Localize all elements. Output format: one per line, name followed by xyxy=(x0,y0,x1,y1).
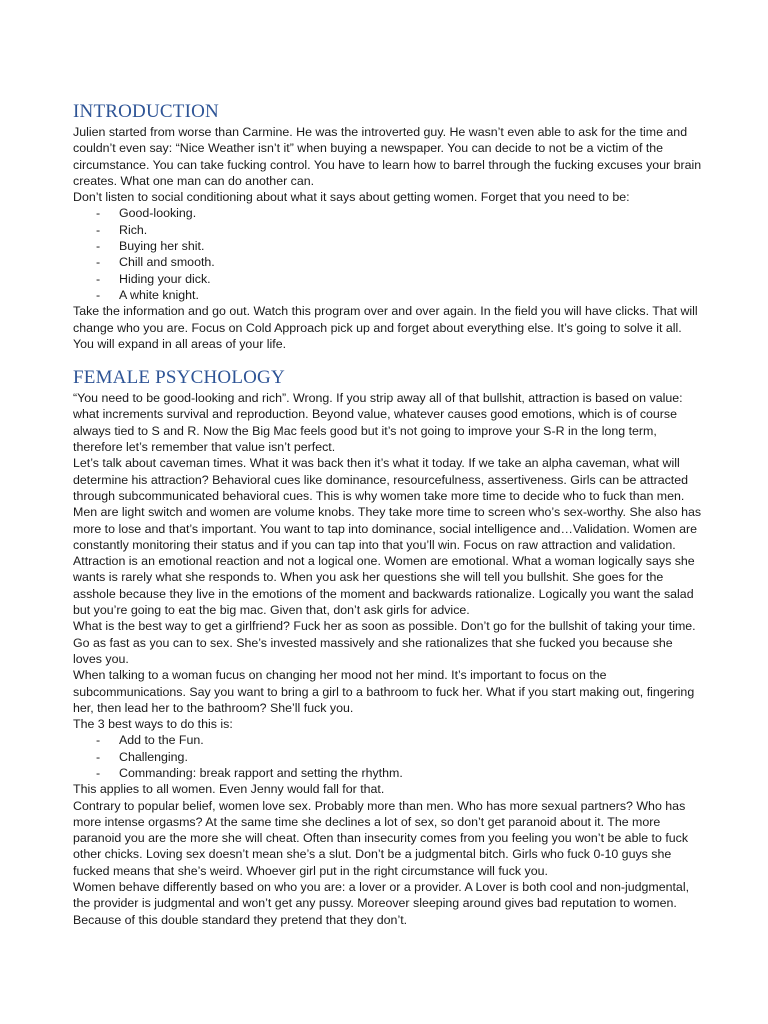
intro-paragraph-1: Julien started from worse than Carmine. He was the introverted guy. He wasn’t even able to ask for the time and couldn’t even say: “Nice Weather isn’t it” when buying a newspaper. You can decide to not be a victim of the circumstance. You can take fucking control. You have to learn how to barrel through the fucking excuses your brain creates. What one man can do another can. xyxy=(73,125,702,188)
list-item xyxy=(73,254,703,270)
female-paragraph-5: When talking to a woman fucus on changing her mood not her mind. It’s important to focus on the subcommunications. Say you want to bring a girl to a bathroom to fuck her. What if you start making out, fingering her, then lead her to the bathroom? She’ll fuck you. xyxy=(73,668,695,715)
list-dash: - xyxy=(96,255,101,270)
female-paragraph-1: “You need to be good-looking and rich”. Wrong. If you strip away all of that bullshit, attraction is based on value: what increments survival and reproduction. Beyond value, whatever causes good emotions, which is of course always tied to S and R. Now the Big Mac feels good but it’s not going to improve your S-R in the long term, therefore let’s remember that value isn’t perfect. xyxy=(73,391,683,455)
list-item xyxy=(73,271,703,287)
intro-paragraph-2: Don’t listen to social conditioning about what it says about getting women. Forget that you need to be: xyxy=(73,190,630,205)
list-item-text: A white knight. xyxy=(119,287,199,302)
list-dash: - xyxy=(96,749,101,764)
list-item xyxy=(73,732,703,748)
list-item xyxy=(73,205,703,221)
female-paragraph-7: This applies to all women. Even Jenny would fall for that. xyxy=(73,782,385,797)
list-dash: - xyxy=(96,287,101,302)
list-dash: - xyxy=(96,271,101,286)
list-item-text: Hiding your dick. xyxy=(119,271,211,286)
female-paragraph-3: Attraction is an emotional reaction and not a logical one. Women are emotional. What a woman logically says she wants is rarely what she responds to. When you ask her questions she will tell you bullshit. She goes for the asshole because they live in the emotions of the moment and backwards rationalize. Logically you want the salad but you’re going to eat the big mac. Given that, don’t ask girls for advice. xyxy=(73,554,695,618)
list-item xyxy=(73,238,703,254)
female-paragraph-4: What is the best way to get a girlfriend? Fuck her as soon as possible. Don’t go for the bullshit of taking your time. Go as fast as you can to sex. She’s invested massively and she rationalizes that she fucked you because she loves you. xyxy=(73,619,696,666)
list-item-text: Challenging. xyxy=(119,749,188,764)
female-paragraph-8: Contrary to popular belief, women love sex. Probably more than men. Who has more sexual partners? Who has more intense orgasms? At the same time she declines a lot of sex, so don’t get paranoid about it. The more paranoid you are the more she will cheat. Often than insecurity comes from you feeling you won’t be able to fuck other chicks. Loving sex doesn’t mean she’s a slut. Don’t be a judgmental bitch. Girls who fuck 0-10 guys she fucked means that she’s weird. Whoever girl put in the right circumstance will fuck you. xyxy=(73,798,689,878)
list-dash: - xyxy=(96,733,101,748)
document-page xyxy=(73,100,703,928)
female-paragraph-6: The 3 best ways to do this is: xyxy=(73,717,233,732)
list-item-text: Chill and smooth. xyxy=(119,255,215,270)
list-item xyxy=(73,765,703,781)
list-dash: - xyxy=(96,239,101,254)
list-item-text: Rich. xyxy=(119,222,148,237)
list-item xyxy=(73,749,703,765)
list-item xyxy=(73,222,703,238)
list-item-text: Add to the Fun. xyxy=(119,733,204,748)
intro-list xyxy=(73,205,703,303)
section-heading-introduction: INTRODUCTION xyxy=(73,101,219,122)
list-item-text: Buying her shit. xyxy=(119,239,205,254)
female-paragraph-9: Women behave differently based on who you are: a lover or a provider. A Lover is both cool and non-judgmental, the provider is judgmental and won’t get any pussy. Moreover sleeping around gives bad reputation to women. Because of this double standard they pretend that they don’t. xyxy=(73,880,690,927)
female-paragraph-2: Let’s talk about caveman times. What it was back then it’s what it today. If we take an alpha caveman, what will determine his attraction? Behavioral cues like dominance, resourcefulness, assertiveness. Girls can be attracted through subcommunicated behavioral cues. This is why women take more time to decide who to fuck than men. Men are light switch and women are volume knobs. They take more time to screen who’s sex-worthy. She also has more to lose and that’s important. You want to tap into dominance, social intelligence and…Validation. Women are constantly monitoring their status and if you can tap into that you’ll win. Focus on raw attraction and validation. xyxy=(73,456,702,552)
list-dash: - xyxy=(96,222,101,237)
list-item-text: Good-looking. xyxy=(119,206,197,221)
female-list xyxy=(73,732,703,781)
section-heading-female-psychology: FEMALE PSYCHOLOGY xyxy=(73,367,285,389)
list-item xyxy=(73,287,703,303)
list-item-text: Commanding: break rapport and setting the rhythm. xyxy=(119,765,403,780)
intro-paragraph-3: Take the information and go out. Watch this program over and over again. In the field you will have clicks. That will change who you are. Focus on Cold Approach pick up and forget about everything else. It’s going to solve it all. You will expand in all areas of your life. xyxy=(73,304,698,351)
list-dash: - xyxy=(96,765,101,780)
list-dash: - xyxy=(96,206,101,221)
